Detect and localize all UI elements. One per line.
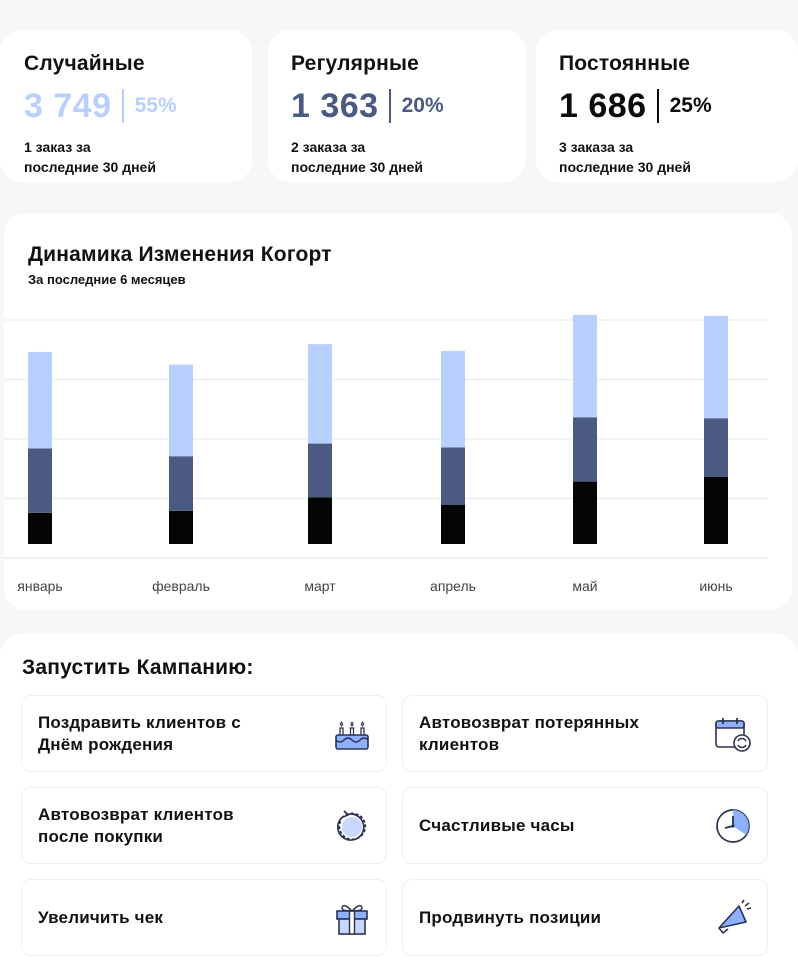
tile-label: Продвинуть позиции xyxy=(419,907,602,927)
clock-icon xyxy=(713,806,753,846)
x-tick-label: январь xyxy=(17,578,63,594)
campaign-after-purchase-button[interactable] xyxy=(21,787,387,864)
stat-card-permanent xyxy=(536,30,798,182)
x-tick-label: февраль xyxy=(152,578,210,594)
campaign-lost-clients-button[interactable] xyxy=(402,695,768,772)
stat-value: 3 749 xyxy=(24,86,112,125)
bar-segment-1 xyxy=(308,444,332,498)
bar-segment-1 xyxy=(704,418,728,477)
x-tick-label: апрель xyxy=(430,578,476,594)
x-tick-label: март xyxy=(304,578,336,594)
stat-description: 3 заказа за последние 30 дней xyxy=(559,139,691,175)
stat-description: 1 заказ за последние 30 дней xyxy=(24,139,156,175)
bar-segment-2 xyxy=(28,352,52,449)
stat-percent: 20% xyxy=(401,94,444,117)
bar-segment-0 xyxy=(441,505,465,544)
calendar-refresh-icon xyxy=(713,714,753,754)
campaign-increase-check-button[interactable] xyxy=(21,879,387,956)
bar-segment-1 xyxy=(28,448,52,512)
refresh-circle-icon xyxy=(332,806,372,846)
bar-segment-0 xyxy=(704,477,728,544)
stat-title: Случайные xyxy=(24,52,145,75)
bar-segment-2 xyxy=(704,316,728,418)
x-tick-label: июнь xyxy=(699,578,733,594)
tile-label: Счастливые часы xyxy=(419,815,575,835)
bar-segment-2 xyxy=(308,344,332,443)
stat-divider xyxy=(122,89,124,123)
tile-label: Автовозврат потерянных клиентов xyxy=(419,712,640,754)
bar-segment-1 xyxy=(573,417,597,481)
stat-divider xyxy=(389,89,391,123)
campaign-birthday-button[interactable] xyxy=(21,695,387,772)
campaign-promote-button[interactable] xyxy=(402,879,768,956)
birthday-cake-icon xyxy=(332,714,372,754)
tile-label: Поздравить клиентов с Днём рождения xyxy=(38,712,241,754)
stat-divider xyxy=(657,89,659,123)
campaign-happy-hours-button[interactable] xyxy=(402,787,768,864)
bar-segment-1 xyxy=(169,456,193,511)
chart-subtitle: За последние 6 месяцев xyxy=(28,272,186,287)
stat-title: Регулярные xyxy=(291,52,420,75)
campaign-card xyxy=(0,634,798,976)
x-tick-label: май xyxy=(572,578,598,594)
stat-title: Постоянные xyxy=(559,52,691,75)
bar-segment-1 xyxy=(441,447,465,505)
campaign-title: Запустить Кампанию: xyxy=(22,656,254,679)
stat-percent: 55% xyxy=(134,94,177,117)
megaphone-icon xyxy=(713,898,753,938)
bar-segment-0 xyxy=(169,511,193,544)
stat-percent: 25% xyxy=(669,94,712,117)
chart-title: Динамика Изменения Когорт xyxy=(28,243,332,266)
bar-segment-0 xyxy=(308,497,332,544)
cohort-chart-card xyxy=(4,213,792,610)
bar-segment-2 xyxy=(169,365,193,457)
bar-segment-2 xyxy=(441,351,465,448)
stat-value: 1 686 xyxy=(559,86,647,125)
stat-value: 1 363 xyxy=(291,86,379,125)
stat-card-random xyxy=(0,30,252,182)
bar-segment-0 xyxy=(28,513,52,544)
bar-segment-2 xyxy=(573,315,597,417)
stat-description: 2 заказа за последние 30 дней xyxy=(291,139,423,175)
stat-card-regular xyxy=(268,30,526,182)
tile-label: Автовозврат клиентов после покупки xyxy=(38,804,234,846)
gift-icon xyxy=(332,898,372,938)
bar-segment-0 xyxy=(573,482,597,544)
tile-label: Увеличить чек xyxy=(38,907,164,927)
